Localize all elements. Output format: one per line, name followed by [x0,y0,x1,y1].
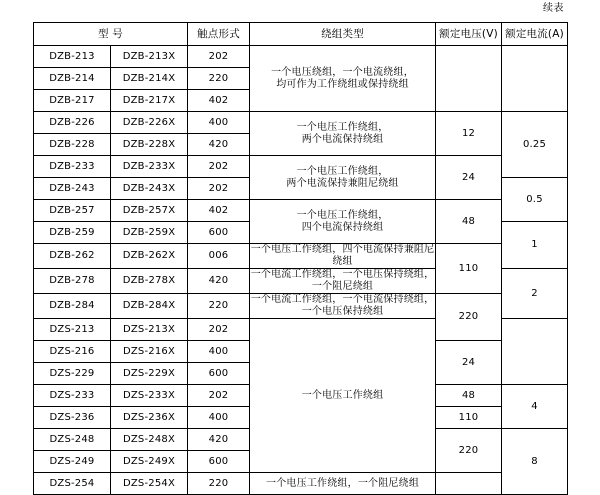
cell-model-x: DZB-243X [111,178,188,200]
cell-model: DZB-262 [34,244,111,269]
cell-rated-voltage: 110 [436,244,502,294]
cell-rated-voltage: 12 [436,112,502,156]
cell-rated-voltage: 110 [436,407,502,429]
specification-table [33,22,568,495]
winding-line-1: 一个电压工作绕组， [296,121,389,133]
cell-model-x: DZB-233X [111,156,188,178]
cell-contact-form: 420 [188,134,250,156]
cell-winding-type [250,200,436,244]
cell-winding-type: 一个电流工作绕组，一个电压保持绕组，一个阻尼绕组 [250,269,435,292]
table-row [34,156,568,178]
table-row [34,244,568,269]
column-header-contact-form: 触点形式 [188,23,250,46]
table-row [34,46,568,68]
cell-winding-type: 一个电压工作绕组，一个阻尼绕组 [250,473,436,495]
cell-model-x: DZS-248X [111,429,188,451]
cell-model-x: DZS-229X [111,363,188,385]
table-row [34,200,568,222]
cell-model: DZB-278 [34,269,111,294]
column-header-rated-current: 额定电流(A) [502,23,568,46]
cell-rated-current: 8 [502,429,568,495]
cell-model-x: DZS-236X [111,407,188,429]
cell-rated-current: 2 [502,269,568,319]
column-header-model: 型 号 [34,23,188,46]
cell-model: DZB-214 [34,68,111,90]
cell-contact-form: 402 [188,90,250,112]
cell-rated-voltage: 220 [436,429,502,473]
table-header-row [34,23,568,46]
winding-line-2: 两个电流保持绕组 [301,133,384,145]
cell-model: DZB-226 [34,112,111,134]
cell-model: DZB-259 [34,222,111,244]
cell-model: DZB-243 [34,178,111,200]
winding-line-2: 两个电流保持兼阻尼绕组 [286,177,399,189]
cell-model-x: DZB-259X [111,222,188,244]
cell-model-x: DZS-254X [111,473,188,495]
cell-model: DZB-217 [34,90,111,112]
cell-model: DZS-254 [34,473,111,495]
cell-model: DZB-233 [34,156,111,178]
cell-model-x: DZB-284X [111,294,188,319]
cell-model-x: DZB-214X [111,68,188,90]
cell-contact-form: 220 [188,473,250,495]
cell-contact-form: 600 [188,363,250,385]
winding-line-1: 一个电压绕组，一个电流绕组， [271,66,414,78]
winding-line-1: 一个电压工作绕组， [296,165,389,177]
cell-rated-voltage [436,46,502,112]
cell-model-x: DZS-216X [111,341,188,363]
winding-line-2: 四个电流保持绕组 [301,221,384,233]
cell-model: DZS-229 [34,363,111,385]
cell-contact-form: 402 [188,200,250,222]
table-row [34,294,568,319]
cell-rated-current [502,319,568,385]
cell-rated-voltage: 48 [436,385,502,407]
cell-model: DZS-213 [34,319,111,341]
winding-line-1: 一个电压工作绕组， [296,209,389,221]
column-header-winding-type: 绕组类型 [250,23,436,46]
cell-winding-type [250,156,436,200]
table-row [34,473,568,495]
cell-rated-current: 1 [502,222,568,269]
cell-contact-form: 420 [188,269,250,294]
cell-rated-voltage: 48 [436,200,502,244]
cell-model: DZS-233 [34,385,111,407]
cell-model: DZS-236 [34,407,111,429]
cell-contact-form: 202 [188,178,250,200]
continued-label: 续表 [543,3,564,14]
column-header-rated-voltage: 额定电压(V) [436,23,502,46]
cell-contact-form: 202 [188,46,250,68]
table-header [34,23,568,46]
winding-line-2: 均可作为工作绕组或保持绕组 [276,78,409,90]
cell-model-x: DZB-278X [111,269,188,294]
cell-winding-type: 一个电压工作绕组，四个电流保持兼阻尼绕组 [250,244,435,267]
cell-contact-form: 202 [188,319,250,341]
cell-contact-form: 400 [188,407,250,429]
cell-contact-form: 400 [188,341,250,363]
cell-contact-form: 202 [188,385,250,407]
cell-model-x: DZB-262X [111,244,188,269]
cell-rated-voltage: 24 [436,156,502,200]
cell-model: DZS-216 [34,341,111,363]
cell-winding-type [250,112,436,156]
cell-contact-form: 600 [188,451,250,473]
cell-rated-voltage [436,473,502,495]
cell-model-x: DZB-226X [111,112,188,134]
cell-winding-type [250,46,436,112]
cell-rated-voltage: 24 [436,341,502,385]
cell-model-x: DZS-233X [111,385,188,407]
cell-model: DZB-228 [34,134,111,156]
cell-model-x: DZB-213X [111,46,188,68]
cell-winding-type: 一个电流工作绕组，一个电流保持绕组，一个电压保持绕组 [250,294,435,317]
cell-model: DZB-213 [34,46,111,68]
cell-model-x: DZS-249X [111,451,188,473]
cell-model-x: DZS-213X [111,319,188,341]
cell-rated-current: 0.25 [502,112,568,178]
cell-contact-form: 202 [188,156,250,178]
cell-contact-form: 420 [188,429,250,451]
cell-contact-form: 220 [188,68,250,90]
cell-model-x: DZB-257X [111,200,188,222]
cell-winding-type: 一个电压工作绕组 [250,319,436,473]
cell-rated-voltage: 220 [436,294,502,341]
cell-model-x: DZB-228X [111,134,188,156]
cell-model: DZB-257 [34,200,111,222]
cell-model: DZS-248 [34,429,111,451]
cell-rated-current [502,46,568,112]
cell-rated-current: 0.5 [502,178,568,222]
cell-model: DZS-249 [34,451,111,473]
cell-contact-form: 600 [188,222,250,244]
cell-contact-form: 400 [188,112,250,134]
cell-rated-current: 4 [502,385,568,429]
table-row [34,112,568,134]
cell-contact-form: 006 [188,244,250,269]
table-body [34,46,568,495]
cell-model: DZB-284 [34,294,111,319]
cell-model-x: DZB-217X [111,90,188,112]
cell-contact-form: 220 [188,294,250,319]
